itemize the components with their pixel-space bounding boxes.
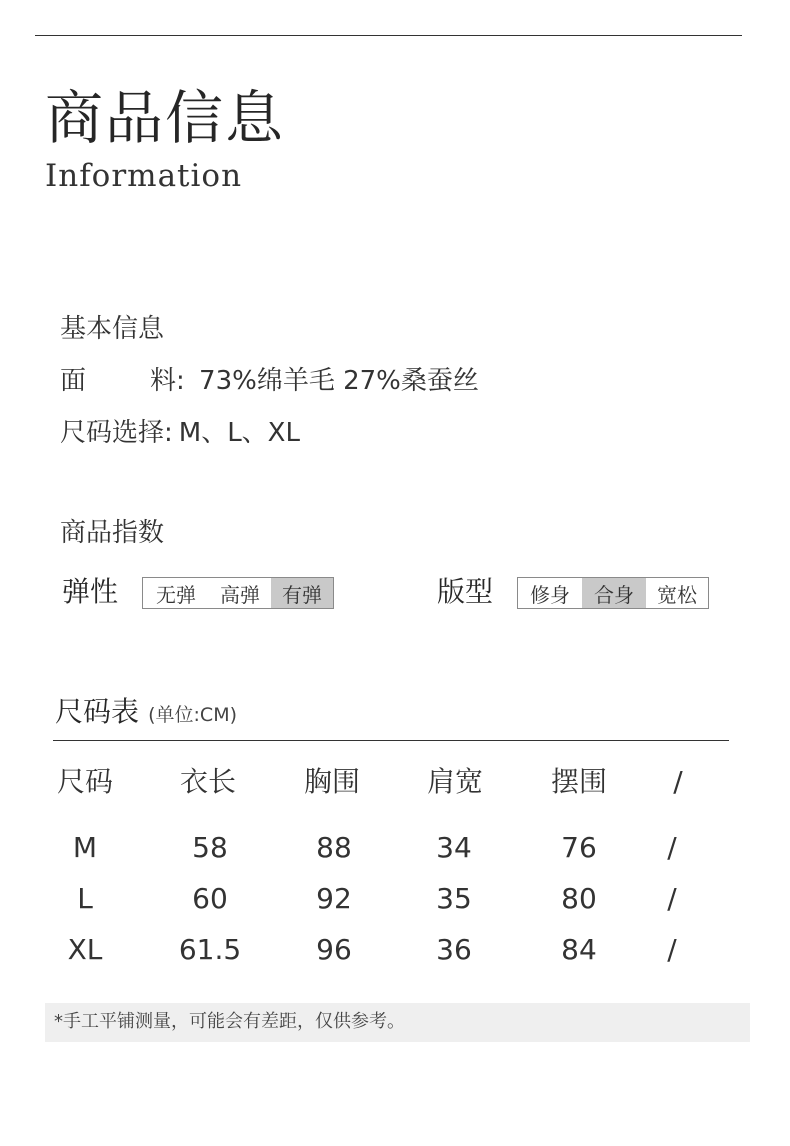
- extra-cell: /: [667, 933, 677, 966]
- elasticity-option: 无弹: [156, 582, 196, 607]
- size-table-title-row: [55, 694, 237, 730]
- top-divider: [35, 35, 742, 36]
- header-cell: 摆围: [550, 765, 607, 798]
- hem-cell: 80: [561, 882, 597, 915]
- fit-option: 修身: [530, 582, 570, 607]
- size-option-label: 尺码选择:: [60, 418, 173, 448]
- fit-option-selected: 合身: [582, 578, 646, 608]
- extra-cell: /: [667, 882, 677, 915]
- shoulder-cell: 34: [436, 831, 472, 864]
- measurement-note-text: *手工平铺测量，可能会有差距，仅供参考。: [54, 1011, 405, 1032]
- size-table-divider: [53, 740, 729, 741]
- size-cell: L: [77, 882, 93, 915]
- index-heading: 商品指数: [60, 518, 165, 548]
- fit-label: 版型: [437, 575, 494, 608]
- header-cell: 肩宽: [426, 765, 483, 798]
- chest-cell: 96: [316, 933, 352, 966]
- page-subtitle: Information: [45, 158, 243, 194]
- hem-cell: 76: [561, 831, 597, 864]
- shoulder-cell: 35: [436, 882, 472, 915]
- size-cell: XL: [67, 933, 103, 966]
- page-title: 商品信息: [45, 84, 286, 152]
- size-table-unit: (单位:CM): [148, 704, 237, 726]
- header-cell: 尺码: [56, 765, 113, 798]
- length-cell: 60: [192, 882, 228, 915]
- elasticity-option-selected: 有弹: [271, 578, 333, 608]
- extra-cell: /: [667, 831, 677, 864]
- size-cell: M: [72, 831, 98, 864]
- elasticity-scale: [142, 577, 334, 609]
- chest-cell: 92: [316, 882, 352, 915]
- header-cell: 胸围: [303, 765, 360, 798]
- fabric-row: [60, 364, 479, 398]
- chest-cell: 88: [316, 831, 352, 864]
- header-cell: /: [673, 765, 683, 798]
- fabric-label-a: 面: [60, 366, 87, 396]
- length-cell: 61.5: [178, 933, 242, 966]
- elasticity-label: 弹性: [62, 575, 119, 608]
- measurement-note: [45, 1003, 750, 1042]
- shoulder-cell: 36: [436, 933, 472, 966]
- length-cell: 58: [192, 831, 228, 864]
- fit-option: 宽松: [657, 582, 697, 607]
- fit-scale: [517, 577, 709, 609]
- header-cell: 衣长: [179, 765, 236, 798]
- size-option-value: M、L、XL: [178, 418, 300, 448]
- size-option-row: [60, 416, 300, 450]
- hem-cell: 84: [561, 933, 597, 966]
- fabric-label-b: 料:: [150, 366, 185, 396]
- elasticity-option: 高弹: [220, 582, 260, 607]
- basic-info-heading: 基本信息: [60, 314, 165, 344]
- size-table-title: 尺码表: [55, 695, 140, 728]
- fabric-value: 73%绵羊毛 27%桑蚕丝: [199, 366, 479, 396]
